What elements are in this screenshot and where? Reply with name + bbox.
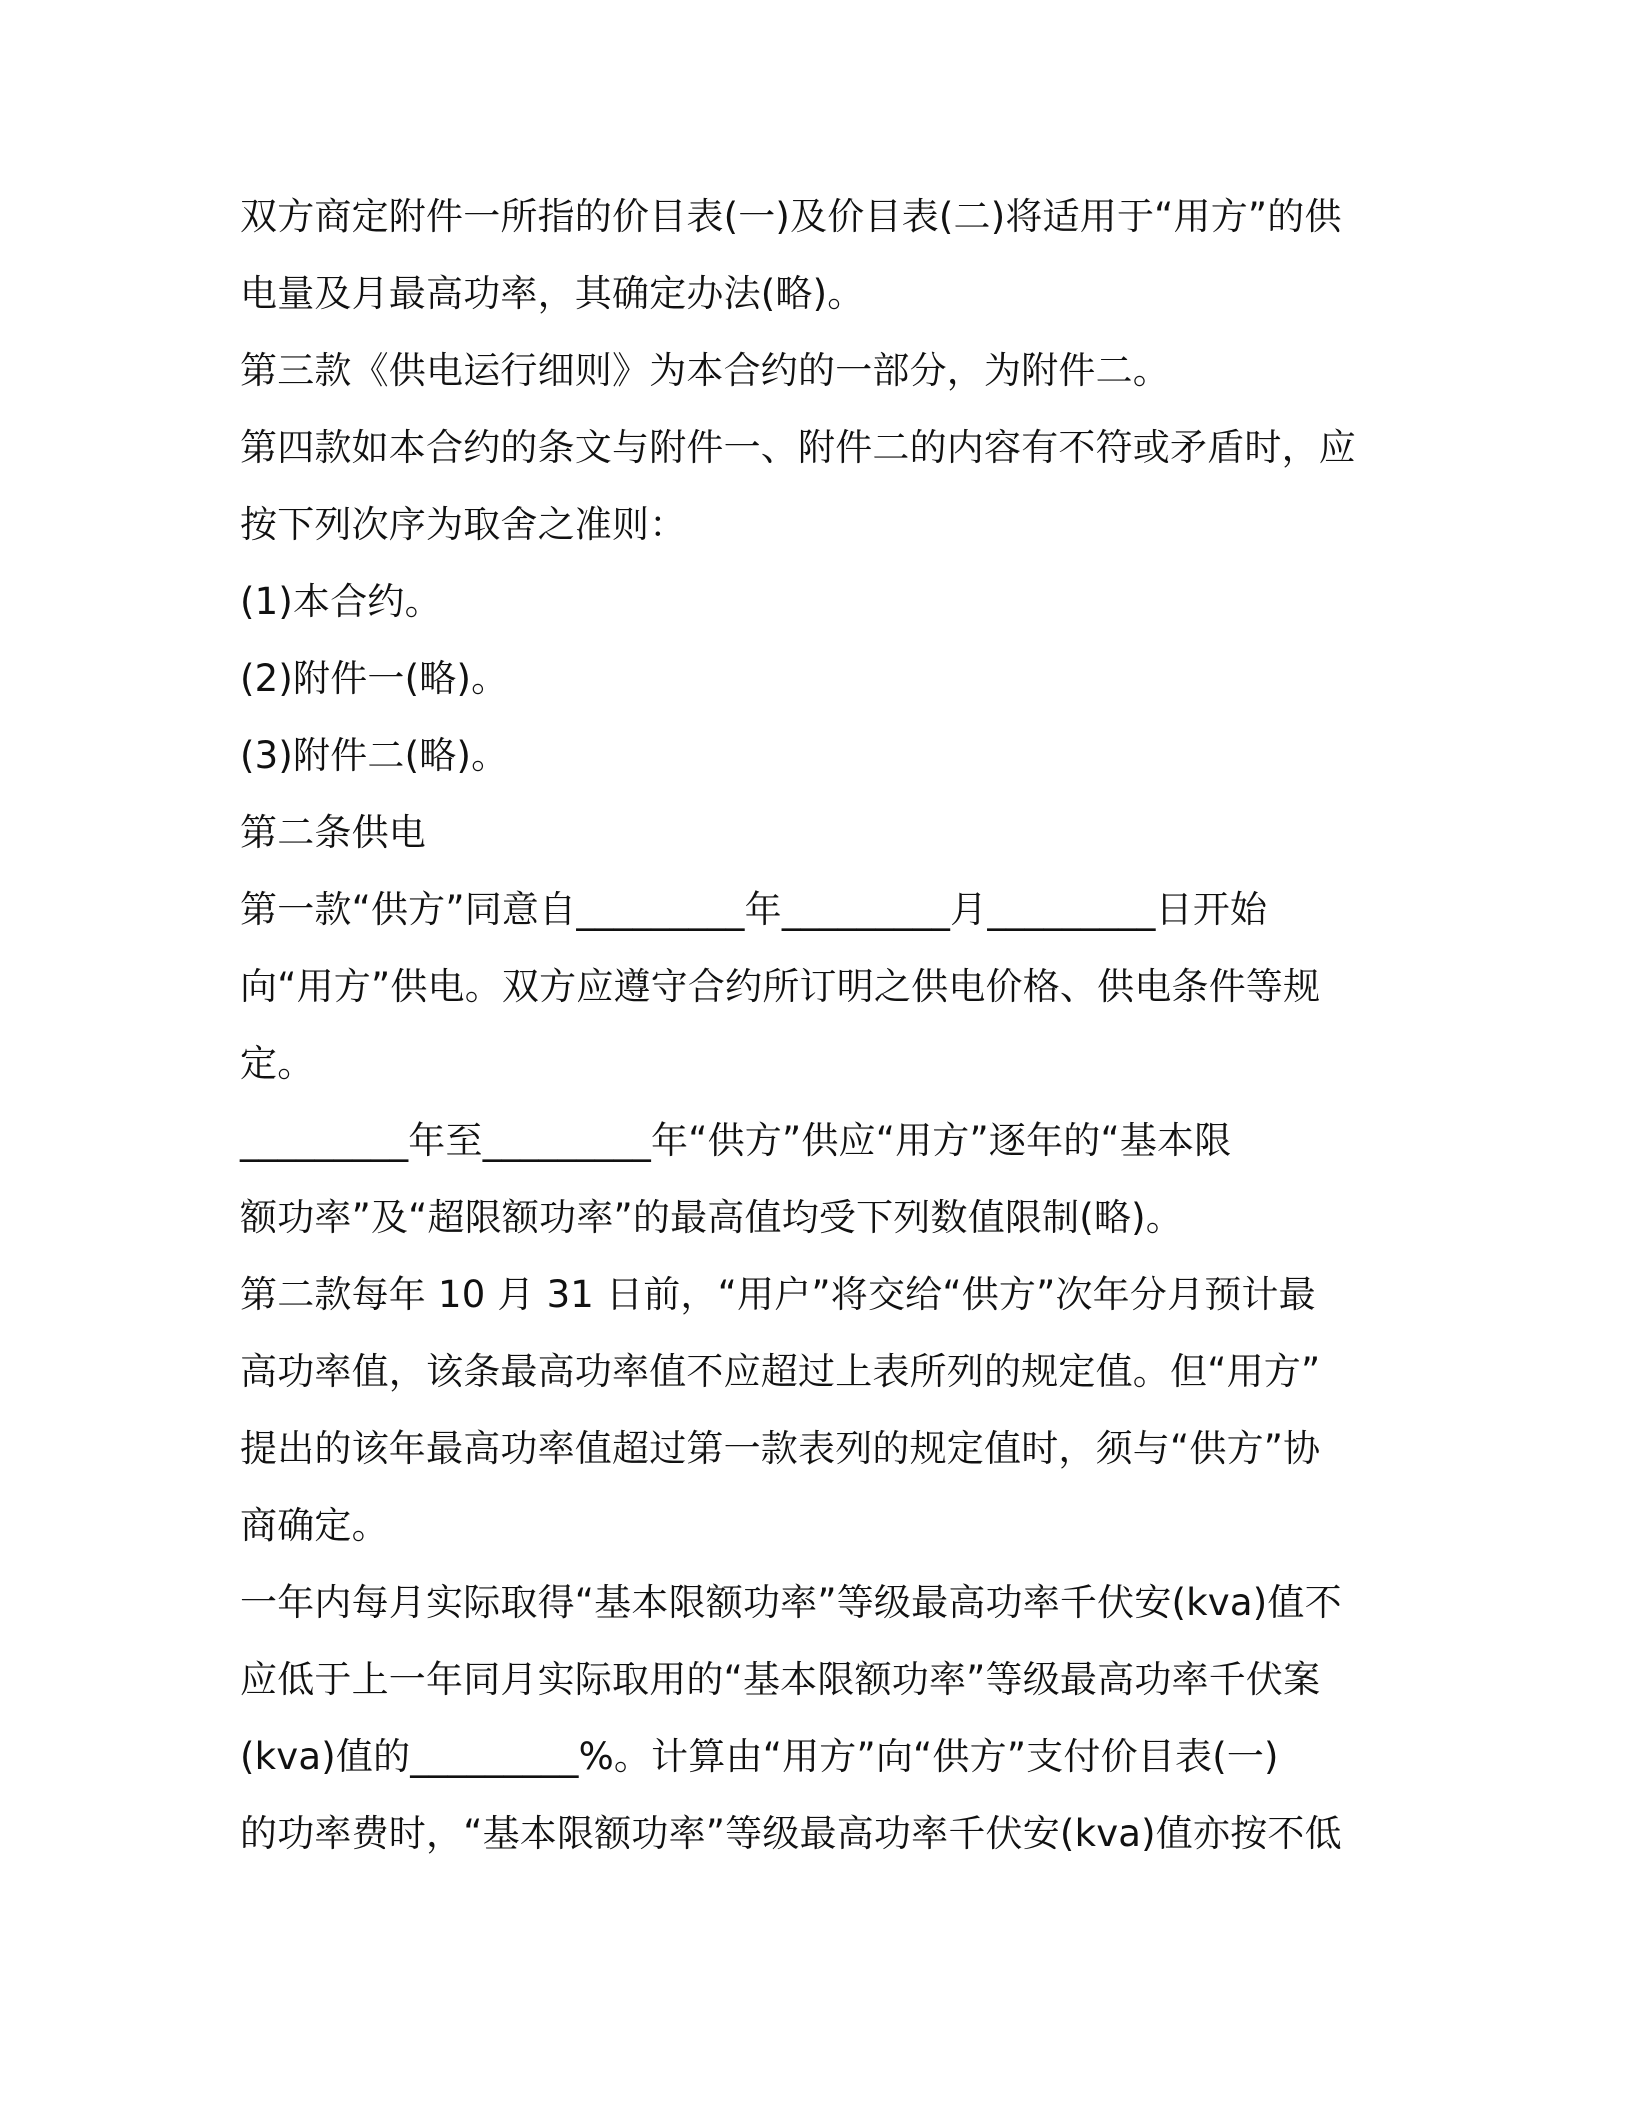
text-line: 高功率值，该条最高功率值不应超过上表所列的规定值。但“用方”	[240, 1350, 1321, 1393]
text-line: 双方商定附件一所指的价目表(一)及价目表(二)将适用于“用方”的供	[240, 195, 1342, 238]
text-line: 提出的该年最高功率值超过第一款表列的规定值时，须与“供方”协	[240, 1427, 1321, 1470]
text-line: 一年内每月实际取得“基本限额功率”等级最高功率千伏安(kva)值不	[240, 1581, 1342, 1624]
text-line: (kva)值的_________%。计算由“用方”向“供方”支付价目表(一)	[240, 1735, 1279, 1778]
text-line: 的功率费时，“基本限额功率”等级最高功率千伏安(kva)值亦按不低	[240, 1812, 1342, 1855]
text-line: 定。	[240, 1042, 315, 1085]
list-item: (2)附件一(略)。	[240, 657, 509, 700]
text-line: 按下列次序为取舍之准则：	[240, 503, 687, 546]
list-item: (3)附件二(略)。	[240, 734, 509, 777]
section-heading: 第二条供电	[240, 811, 426, 854]
text-line: 第一款“供方”同意自_________年_________月_________日开始	[240, 888, 1268, 931]
text-line: 应低于上一年同月实际取用的“基本限额功率”等级最高功率千伏案	[240, 1658, 1321, 1701]
text-line: 第四款如本合约的条文与附件一、附件二的内容有不符或矛盾时，应	[240, 426, 1356, 469]
text-line: 商确定。	[240, 1504, 389, 1547]
text-line: 第三款《供电运行细则》为本合约的一部分，为附件二。	[240, 349, 1170, 392]
text-line: 电量及月最高功率，其确定办法(略)。	[240, 272, 865, 315]
list-item: (1)本合约。	[240, 580, 442, 623]
text-line: 向“用方”供电。双方应遵守合约所订明之供电价格、供电条件等规	[240, 965, 1321, 1008]
text-line: _________年至_________年“供方”供应“用方”逐年的“基本限	[240, 1119, 1232, 1162]
text-line: 额功率”及“超限额功率”的最高值均受下列数值限制(略)。	[240, 1196, 1183, 1239]
text-line: 第二款每年 10 月 31 日前，“用户”将交给“供方”次年分月预计最	[240, 1273, 1316, 1316]
